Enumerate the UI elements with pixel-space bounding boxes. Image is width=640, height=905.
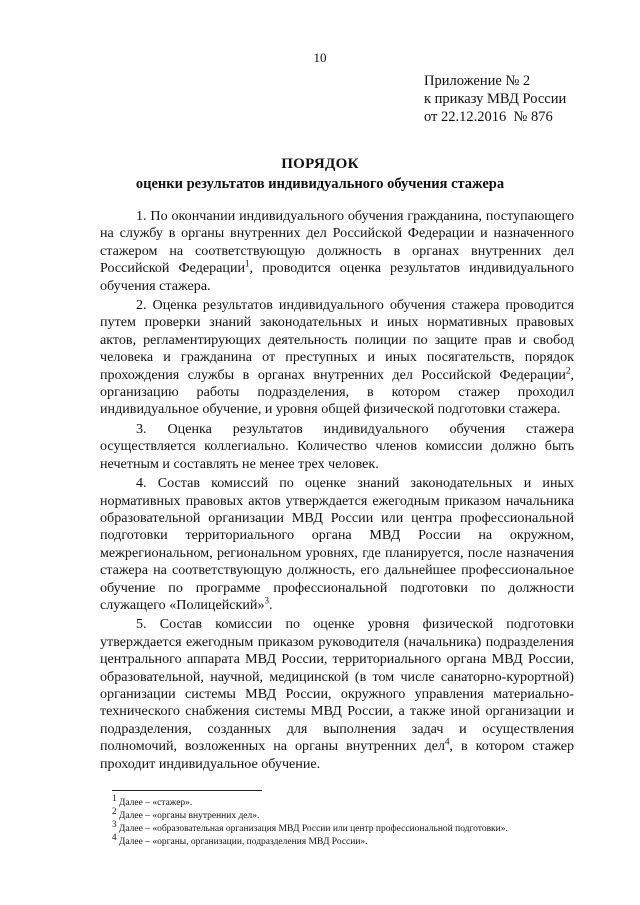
paragraph-text: , организацию работы подразделения, в котором стажер проходил индивидуальное обучение, и уровня общей физической подготовки стажера.	[100, 366, 574, 418]
appendix-line-1: Приложение № 2	[424, 73, 531, 89]
footnote-ref: 3	[264, 595, 269, 606]
paragraph-2	[100, 297, 574, 419]
footnotes	[112, 792, 572, 849]
appendix-block	[424, 72, 566, 126]
appendix-line-2: к приказу МВД России	[424, 91, 567, 107]
footnote-number: 4	[112, 831, 117, 842]
paragraph-5	[100, 616, 574, 773]
footnote-text: Далее – «органы, организации, подразделения МВД России».	[116, 837, 368, 847]
footnote-text: Далее – «стажер».	[116, 798, 193, 808]
footnote-number: 3	[112, 818, 117, 829]
paragraph-3	[100, 421, 574, 473]
document-body	[100, 208, 574, 775]
appendix-line-3: от 22.12.2016 № 876	[424, 109, 553, 125]
footnote-ref: 4	[445, 736, 450, 747]
paragraph-text: , в котором стажер проходит индивидуальное обучение.	[100, 738, 574, 772]
paragraph-4	[100, 475, 574, 614]
footnote-1	[112, 792, 572, 810]
footnote-separator	[112, 790, 262, 791]
paragraph-text: 1. По окончании индивидуального обучения гражданина, поступающего на службу в органы внутренних дел Российской Федерации и назначенного стажером на соответствующую должность в органах внутренних дел Российской Федерации	[100, 208, 574, 277]
paragraph-text: .	[269, 596, 273, 613]
footnote-3	[112, 818, 572, 836]
document-title: ПОРЯДОК	[281, 156, 359, 172]
paragraph-1	[100, 208, 574, 295]
footnote-text: Далее – «образовательная организация МВД России или центр профессиональной подготовки».	[116, 824, 508, 834]
document-subtitle: оценки результатов индивидуального обучения стажера	[135, 176, 505, 192]
footnote-2	[112, 805, 572, 823]
paragraph-text: 3. Оценка результатов индивидуального обучения стажера осуществляется коллегиально. Количество членов комиссии должно быть нечетным и составлять не менее трех человек.	[100, 420, 574, 472]
footnote-text: Далее – «органы внутренних дел».	[116, 811, 260, 821]
paragraph-text: , проводится оценка результатов индивидуального обучения стажера.	[100, 260, 574, 294]
footnote-4	[112, 831, 572, 849]
footnote-number: 1	[112, 792, 117, 803]
paragraph-text: 5. Состав комиссии по оценке уровня физической подготовки утверждается ежегодным приказом руководителя (начальника) подразделения центрального аппарата МВД России, территориального органа МВД России, образовательной, научной, медицинской (в том числе санаторно-курортной) организации системы МВД России, окружного управления материально-технического снабжения системы МВД России, а также иной организации и подразделения, созданных для выполнения задач и осуществления полномочий, возложенных на органы внутренних дел	[100, 616, 574, 755]
footnote-number: 2	[112, 805, 117, 816]
paragraph-text: 4. Состав комиссий по оценке знаний законодательных и иных нормативных правовых актов утверждается ежегодным приказом начальника образовательной организации МВД России или центра профессиональной подготовки территориального органа МВД России на окружном, межрегиональном, региональном уровнях, где планируется, после назначения стажера на соответствующую должность, его дальнейшее профессиональное обучение по программе профессиональной подготовки по должности служащего «Полицейский»	[100, 475, 574, 613]
paragraph-text: 2. Оценка результатов индивидуального обучения стажера проводится путем проверки знаний законодательных и иных нормативных правовых актов, регламентирующих деятельность полиции по защите прав и свобод человека и гражданина от преступных и иных посягательств, порядок прохождения службы в органах внутренних дел Российской Федерации	[100, 297, 574, 383]
page-number: 10	[313, 50, 327, 65]
footnote-ref: 1	[245, 258, 250, 269]
footnote-ref: 2	[565, 364, 571, 375]
